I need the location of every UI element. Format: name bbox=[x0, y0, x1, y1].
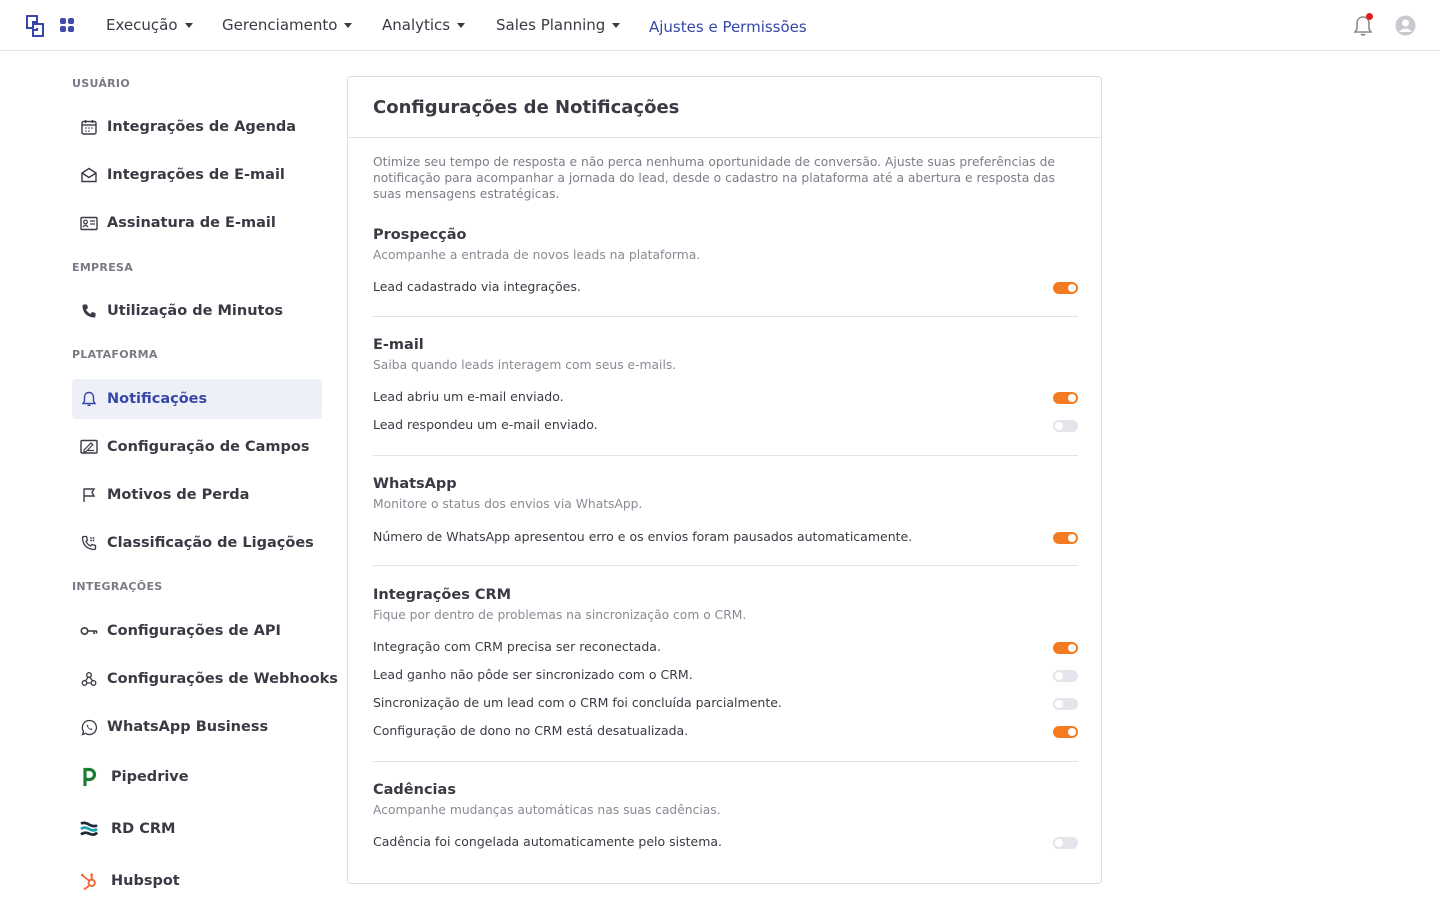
apps-grid-icon[interactable] bbox=[60, 18, 74, 32]
sidebar-item-email[interactable] bbox=[72, 155, 322, 195]
notification-toggle[interactable] bbox=[1053, 282, 1078, 294]
notification-label: Número de WhatsApp apresentou erro e os envios foram pausados automaticamente. bbox=[373, 529, 913, 544]
notification-row bbox=[373, 638, 1078, 658]
notification-row bbox=[373, 666, 1078, 686]
sidebar-item-label: Motivos de Perda bbox=[107, 487, 250, 503]
edit-field-icon bbox=[80, 438, 98, 456]
nav-analytics-label: Analytics bbox=[382, 16, 451, 34]
notification-toggle[interactable] bbox=[1053, 837, 1078, 849]
group-description: Fique por dentro de problemas na sincronização com o CRM. bbox=[373, 608, 747, 622]
notification-toggle[interactable] bbox=[1053, 726, 1078, 738]
section-empresa: EMPRESA bbox=[72, 261, 134, 274]
pipedrive-logo-icon bbox=[80, 768, 98, 786]
notification-toggle[interactable] bbox=[1053, 392, 1078, 404]
group-title: E-mail bbox=[373, 337, 424, 353]
intro-text: Otimize seu tempo de resposta e não perca nenhuma oportunidade de conversão. Ajuste suas preferências de notificação para acompanhar a jornada do lead, desde o cadastro na plataforma até a abertura e resposta das suas mensagens estratégicas. bbox=[373, 155, 1055, 201]
notification-label: Lead abriu um e-mail enviado. bbox=[373, 389, 564, 404]
notification-toggle[interactable] bbox=[1053, 670, 1078, 682]
sidebar-item-label: Configurações de Webhooks bbox=[107, 671, 338, 687]
toggle-knob bbox=[1068, 728, 1076, 736]
notification-row bbox=[373, 694, 1078, 714]
caret-down-icon bbox=[457, 23, 465, 28]
sidebar-item-label: Integrações de E-mail bbox=[107, 167, 285, 183]
nav-ajustes-label: Ajustes e Permissões bbox=[649, 18, 807, 36]
notification-row bbox=[373, 416, 1078, 436]
sidebar-item-label: Assinatura de E-mail bbox=[107, 215, 276, 231]
sidebar-item-perda[interactable] bbox=[72, 475, 322, 515]
group-cadencias bbox=[373, 782, 1078, 849]
divider bbox=[373, 761, 1078, 762]
toggle-knob bbox=[1055, 672, 1063, 680]
notification-dot bbox=[1366, 13, 1373, 20]
nav-sales-planning-label: Sales Planning bbox=[496, 16, 606, 34]
whatsapp-icon bbox=[80, 718, 98, 736]
notification-settings-panel bbox=[347, 76, 1102, 884]
group-crm bbox=[373, 587, 1078, 738]
notification-toggle[interactable] bbox=[1053, 698, 1078, 710]
toggle-knob bbox=[1055, 700, 1063, 708]
sidebar-item-pipedrive[interactable] bbox=[72, 757, 322, 797]
notification-row bbox=[373, 722, 1078, 742]
group-prospeccao bbox=[373, 227, 1078, 294]
group-description: Monitore o status dos envios via WhatsApp. bbox=[373, 497, 643, 511]
bell-icon bbox=[80, 390, 98, 408]
envelope-open-icon bbox=[80, 166, 98, 184]
notification-label: Lead cadastrado via integrações. bbox=[373, 279, 581, 294]
sidebar-item-label: WhatsApp Business bbox=[107, 719, 269, 735]
sidebar-item-notificacoes[interactable] bbox=[72, 379, 322, 419]
notification-row bbox=[373, 833, 1078, 853]
user-avatar-icon[interactable] bbox=[1395, 15, 1416, 36]
group-title: WhatsApp bbox=[373, 476, 457, 492]
caret-down-icon bbox=[344, 23, 352, 28]
group-email bbox=[373, 337, 1078, 432]
sidebar-item-label: Configuração de Campos bbox=[107, 439, 310, 455]
notification-toggle[interactable] bbox=[1053, 642, 1078, 654]
group-title: Prospecção bbox=[373, 227, 467, 243]
sidebar-item-label: Notificações bbox=[107, 391, 208, 407]
sidebar-item-whatsapp[interactable] bbox=[72, 707, 322, 747]
id-card-icon bbox=[80, 214, 98, 232]
section-plataforma: PLATAFORMA bbox=[72, 348, 158, 361]
hubspot-logo-icon bbox=[80, 872, 98, 890]
nav-gerenciamento-label: Gerenciamento bbox=[222, 16, 338, 34]
toggle-knob bbox=[1068, 284, 1076, 292]
webhook-icon bbox=[80, 670, 98, 688]
section-usuario: USUÁRIO bbox=[72, 77, 130, 90]
notification-row bbox=[373, 278, 1078, 298]
section-integracoes: INTEGRAÇÕES bbox=[72, 580, 163, 593]
notification-label: Sincronização de um lead com o CRM foi concluída parcialmente. bbox=[373, 695, 782, 710]
phone-icon bbox=[80, 302, 98, 320]
group-description: Saiba quando leads interagem com seus e-mails. bbox=[373, 358, 677, 372]
divider bbox=[373, 455, 1078, 456]
sidebar-item-webhooks[interactable] bbox=[72, 659, 338, 699]
toggle-knob bbox=[1068, 534, 1076, 542]
notification-toggle[interactable] bbox=[1053, 532, 1078, 544]
group-description: Acompanhe a entrada de novos leads na plataforma. bbox=[373, 248, 701, 262]
toggle-knob bbox=[1068, 394, 1076, 402]
group-description: Acompanhe mudanças automáticas nas suas cadências. bbox=[373, 803, 721, 817]
notification-label: Cadência foi congelada automaticamente pelo sistema. bbox=[373, 834, 723, 849]
toggle-knob bbox=[1068, 644, 1076, 652]
sidebar-item-campos[interactable] bbox=[72, 427, 322, 467]
nav-gerenciamento[interactable] bbox=[222, 16, 352, 34]
sidebar-item-label: Hubspot bbox=[111, 873, 180, 889]
sidebar-item-label: Integrações de Agenda bbox=[107, 119, 297, 135]
nav-execucao[interactable] bbox=[106, 16, 193, 34]
sidebar-item-rdcrm[interactable] bbox=[72, 809, 322, 849]
nav-analytics[interactable] bbox=[382, 16, 465, 34]
panel-header bbox=[348, 77, 1101, 138]
sidebar-item-label: Utilização de Minutos bbox=[107, 303, 284, 319]
notification-toggle[interactable] bbox=[1053, 420, 1078, 432]
sidebar-item-agenda[interactable] bbox=[72, 107, 322, 147]
notification-row bbox=[373, 388, 1078, 408]
nav-ajustes-permissoes[interactable] bbox=[649, 18, 807, 36]
notification-label: Integração com CRM precisa ser reconectada. bbox=[373, 639, 661, 654]
bell-icon[interactable] bbox=[1353, 15, 1373, 37]
sidebar-item-api[interactable] bbox=[72, 611, 322, 651]
sidebar-item-label: Pipedrive bbox=[111, 769, 189, 785]
key-icon bbox=[80, 622, 98, 640]
sidebar-item-minutos[interactable] bbox=[72, 291, 322, 331]
logo-icon[interactable] bbox=[26, 15, 44, 37]
notification-label: Lead respondeu um e-mail enviado. bbox=[373, 417, 598, 432]
sidebar-item-label: Configurações de API bbox=[107, 623, 281, 639]
notification-row bbox=[373, 528, 1078, 548]
toggle-knob bbox=[1055, 839, 1063, 847]
top-navigation-bar bbox=[0, 0, 1440, 51]
divider bbox=[373, 316, 1078, 317]
flag-icon bbox=[80, 486, 98, 504]
notification-label: Lead ganho não pôde ser sincronizado com o CRM. bbox=[373, 667, 693, 682]
rd-station-logo-icon bbox=[80, 820, 98, 838]
sidebar-item-label: Classificação de Ligações bbox=[107, 535, 314, 551]
settings-sidebar bbox=[0, 51, 340, 900]
sidebar-item-hubspot[interactable] bbox=[72, 861, 322, 901]
nav-sales-planning[interactable] bbox=[496, 16, 620, 34]
toggle-knob bbox=[1055, 422, 1063, 430]
sidebar-item-assinatura[interactable] bbox=[72, 203, 322, 243]
sidebar-item-label: RD CRM bbox=[111, 821, 176, 837]
sidebar-item-ligacoes[interactable] bbox=[72, 523, 322, 563]
calendar-icon bbox=[80, 118, 98, 136]
group-whatsapp bbox=[373, 476, 1078, 544]
page-title: Configurações de Notificações bbox=[373, 97, 680, 118]
caret-down-icon bbox=[612, 23, 620, 28]
divider bbox=[373, 565, 1078, 566]
nav-execucao-label: Execução bbox=[106, 16, 178, 34]
notification-label: Configuração de dono no CRM está desatualizada. bbox=[373, 723, 689, 738]
group-title: Cadências bbox=[373, 782, 456, 798]
caret-down-icon bbox=[185, 23, 193, 28]
group-title: Integrações CRM bbox=[373, 587, 512, 603]
phone-call-icon bbox=[80, 534, 98, 552]
